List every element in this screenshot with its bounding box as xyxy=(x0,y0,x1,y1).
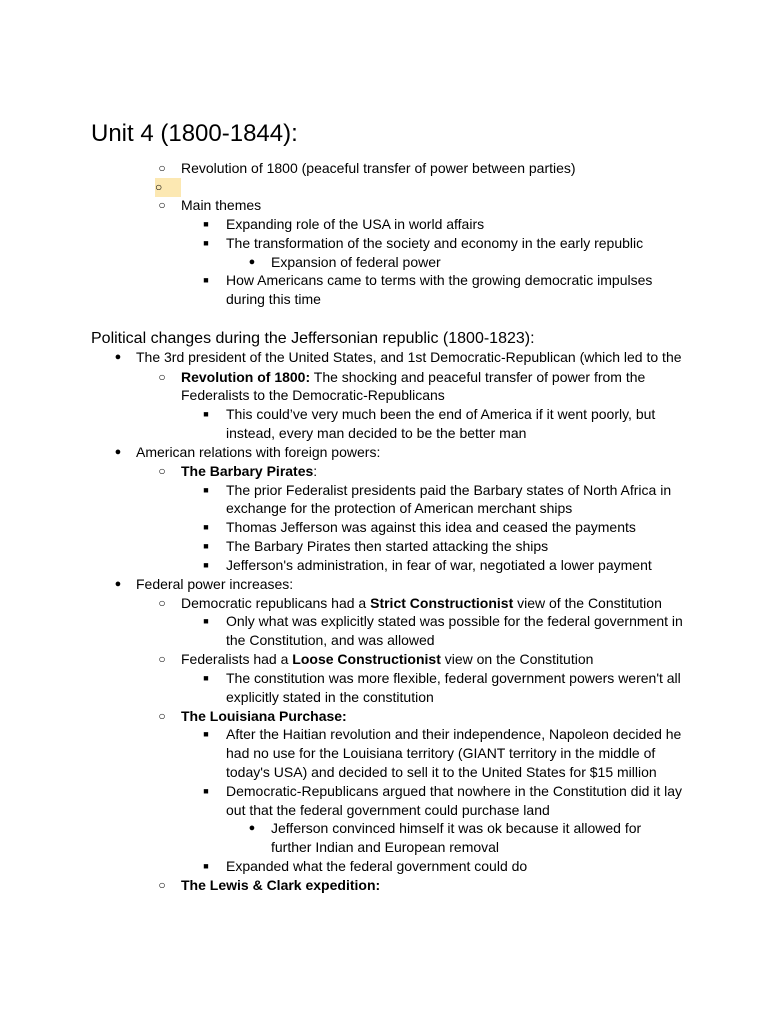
list-item-barbary-1-cont: exchange for the protection of American merchant ships xyxy=(226,500,573,516)
list-item-theme-1: Expanding role of the USA in world affairs xyxy=(226,216,485,232)
text-span: view on the Constitution xyxy=(440,651,594,667)
list-item-foreign-relations: American relations with foreign powers: xyxy=(136,444,381,460)
list-item-3rd-president: The 3rd president of the United States, and 1st Democratic-Republican (which led to the xyxy=(136,349,682,365)
circle-bullet: ○ xyxy=(158,878,166,892)
text-span: Federalists had a xyxy=(181,651,293,667)
list-item-strict xyxy=(181,594,662,613)
list-item-main-themes: Main themes xyxy=(181,197,262,213)
list-item-barbary-1: The prior Federalist presidents paid the Barbary states of North Africa in xyxy=(226,482,672,498)
disc-bullet: ● xyxy=(114,351,122,363)
list-item-louisiana-1-cont: today's USA) and decided to sell it to the United States for $15 million xyxy=(226,764,657,780)
disc-bullet: ● xyxy=(248,822,256,834)
text-span: The shocking and peaceful transfer of power from the xyxy=(310,369,646,385)
square-bullet: ■ xyxy=(203,729,209,739)
list-item-revolution-cont: Federalists to the Democratic-Republicans xyxy=(181,387,445,403)
square-bullet: ■ xyxy=(203,275,209,285)
list-item-revolution xyxy=(181,368,645,387)
square-bullet: ■ xyxy=(203,541,209,551)
list-item-federal-power: Federal power increases: xyxy=(136,576,294,592)
square-bullet: ■ xyxy=(203,673,209,683)
list-item-loose-sub-cont: explicitly stated in the constitution xyxy=(226,689,434,705)
square-bullet: ■ xyxy=(203,786,209,796)
list-item-theme-2: The transformation of the society and economy in the early republic xyxy=(226,235,644,251)
square-bullet: ■ xyxy=(203,238,209,248)
list-item-louisiana-2-sub: Jefferson convinced himself it was ok because it allowed for xyxy=(271,820,642,836)
list-item-revolution-sub-cont: instead, every man decided to be the better man xyxy=(226,425,527,441)
list-item-lewis-clark xyxy=(181,876,380,895)
circle-bullet: ○ xyxy=(158,198,166,212)
list-item-revolution-sub: This could’ve very much been the end of America if it went poorly, but xyxy=(226,406,656,422)
circle-bullet: ○ xyxy=(158,464,166,478)
bold-label: The Lewis & Clark expedition: xyxy=(181,877,381,893)
disc-bullet: ● xyxy=(114,446,122,458)
list-item-barbary xyxy=(181,462,317,481)
circle-bullet: ○ xyxy=(158,652,166,666)
list-item-strict-sub: Only what was explicitly stated was possible for the federal government in xyxy=(226,613,683,629)
circle-bullet: ○ xyxy=(158,161,166,175)
circle-bullet: ○ xyxy=(158,370,166,384)
list-item-louisiana xyxy=(181,707,347,726)
square-bullet: ■ xyxy=(203,616,209,626)
square-bullet: ■ xyxy=(203,522,209,532)
section-heading: Political changes during the Jeffersonian republic (1800-1823): xyxy=(91,330,535,347)
list-item-louisiana-1: After the Haitian revolution and their independence, Napoleon decided he xyxy=(226,726,682,742)
list-item-louisiana-1-cont: had no use for the Louisiana territory (GIANT territory in the middle of xyxy=(226,745,656,761)
text-span: : xyxy=(313,463,318,479)
square-bullet: ■ xyxy=(203,485,209,495)
list-item-theme-2-sub: Expansion of federal power xyxy=(271,254,441,270)
list-item-louisiana-2: Democratic-Republicans argued that nowhere in the Constitution did it lay xyxy=(226,783,683,799)
list-item-barbary-3: The Barbary Pirates then started attacking the ships xyxy=(226,538,549,554)
circle-bullet: ○ xyxy=(158,709,166,723)
list-item-louisiana-2-cont: out that the federal government could purchase land xyxy=(226,802,550,818)
page-title: Unit 4 (1800-1844): xyxy=(91,120,298,147)
bold-label: Loose Constructionist xyxy=(292,651,441,667)
square-bullet: ■ xyxy=(203,409,209,419)
circle-bullet: ○ xyxy=(158,596,166,610)
list-item-barbary-4: Jefferson's administration, in fear of war, negotiated a lower payment xyxy=(226,557,652,573)
bold-label: The Louisiana Purchase: xyxy=(181,708,347,724)
bold-label: Strict Constructionist xyxy=(370,595,514,611)
list-item-barbary-2: Thomas Jefferson was against this idea and ceased the payments xyxy=(226,519,636,535)
list-item-strict-sub-cont: the Constitution, and was allowed xyxy=(226,632,435,648)
list-item-theme-3: How Americans came to terms with the growing democratic impulses xyxy=(226,272,653,288)
bold-label: The Barbary Pirates xyxy=(181,463,314,479)
text-span: view of the Constitution xyxy=(513,595,662,611)
list-item-louisiana-3: Expanded what the federal government could do xyxy=(226,858,528,874)
square-bullet: ■ xyxy=(203,861,209,871)
disc-bullet: ● xyxy=(114,578,122,590)
empty-highlighted-bullet: ○ xyxy=(155,178,181,197)
list-item-revolution-1800: Revolution of 1800 (peaceful transfer of power between parties) xyxy=(181,160,576,176)
square-bullet: ■ xyxy=(203,219,209,229)
list-item-loose xyxy=(181,650,593,669)
bold-label: Revolution of 1800: xyxy=(181,369,311,385)
disc-bullet: ● xyxy=(248,256,256,268)
text-span: Democratic republicans had a xyxy=(181,595,371,611)
list-item-loose-sub: The constitution was more flexible, federal government powers weren't all xyxy=(226,670,681,686)
list-item-louisiana-2-sub-cont: further Indian and European removal xyxy=(271,839,500,855)
square-bullet: ■ xyxy=(203,560,209,570)
list-item-theme-3-cont: during this time xyxy=(226,291,321,307)
